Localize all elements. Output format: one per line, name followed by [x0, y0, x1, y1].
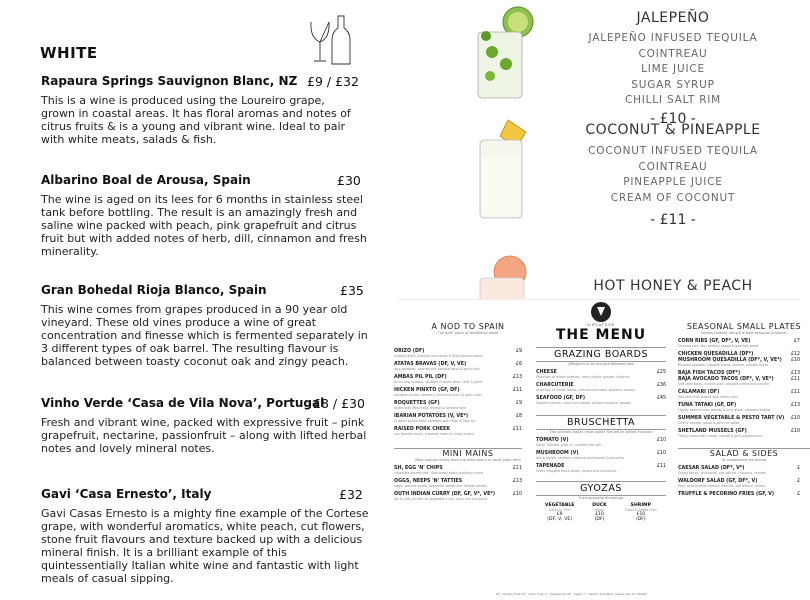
item-price: £ — [796, 492, 800, 497]
item-desc: ell on king prawns, sautéed in white wine, chilli & garlic — [394, 380, 483, 384]
item-name: SEAFOOD (GF, DF) — [536, 396, 586, 401]
wine-price: £32 — [339, 487, 363, 502]
item-name: SH, EGG 'N' CHIPS — [394, 466, 443, 471]
wine-item — [41, 487, 371, 585]
item-desc: arinated chicken skewers, red chimichurri & garlic aioli — [394, 393, 482, 397]
item-desc: Cherry tomato, pesto & pine nut salad — [678, 421, 740, 425]
wine-list — [0, 0, 395, 600]
item-desc: Thai/y cross-cider cream, shallot & pink peppercorns — [678, 434, 762, 438]
item-price: £10 — [790, 358, 800, 363]
menu-item — [678, 403, 810, 412]
menu-item — [394, 375, 522, 384]
item-name: IBARIAN POTATOES (V, VE*) — [394, 414, 469, 419]
item-desc: Garlic & Chilli — [548, 508, 571, 512]
menu-item — [678, 390, 810, 399]
menu-column-middle — [536, 302, 666, 522]
menu-item — [394, 466, 522, 475]
section-subheading: Designed to be enjoyed between two — [568, 362, 634, 366]
menu-item — [394, 349, 522, 358]
menu-item — [394, 479, 522, 488]
item-price: £13 — [512, 479, 522, 484]
wine-price: £30 — [337, 173, 361, 188]
item-name: CHARCUTERIE — [536, 383, 574, 388]
item-price: £36 — [656, 383, 666, 388]
wine-price: £9 / £32 — [307, 74, 359, 89]
section-subheading: The birth place of traditional tapas — [437, 331, 499, 335]
menu-item — [678, 416, 810, 425]
item-name: CHEESE — [536, 370, 557, 375]
item-price: £6 — [515, 362, 522, 367]
item-price: £13 — [512, 375, 522, 380]
item-price: £11 — [790, 377, 800, 382]
item-price: £11 — [790, 390, 800, 395]
item-desc: aggis, pomme purée, peppered swede and Talisker whisky — [394, 484, 488, 488]
item-price: £11 — [512, 427, 522, 432]
menu-item — [678, 371, 810, 376]
section-heading: GRAZING BOARDS — [536, 347, 666, 362]
item-price: £10 — [595, 512, 604, 517]
wine-name: Gavi ‘Casa Ernesto’, Italy — [41, 487, 212, 501]
menu-item — [536, 438, 666, 447]
wine-name: Rapaura Springs Sauvignon Blanc, NZ — [41, 74, 298, 88]
item-name: TUNA TATAKI (GF, DF) — [678, 403, 737, 408]
item-name: TRUFFLE & PECORINO FRIES (GF, V) — [678, 492, 775, 497]
menu-item — [394, 414, 522, 423]
cocktail-list — [440, 0, 800, 298]
item-desc: Roasted peppers, chipotle crema, cheese, smokey mayo — [678, 363, 769, 367]
item-name: TOMATO (V) — [536, 438, 569, 443]
item-price: £13 — [790, 371, 800, 376]
item-price: £10 — [656, 438, 666, 443]
item-desc: Hoisin — [594, 508, 605, 512]
item-price: £10 — [636, 512, 646, 517]
cocktail-name: JALEPEÑO — [636, 10, 710, 26]
item-desc: Citrus & Sweet Chilli — [624, 508, 658, 512]
ingredient: PINEAPPLE JUICE — [623, 176, 723, 188]
cocktail-price: - £10 - — [650, 110, 696, 127]
food-menu — [394, 299, 802, 600]
item-name: OUTH INDIAN CURRY (DF, GF, V*, VE*) — [394, 492, 496, 497]
wine-name: Vinho Verde ‘Casa de Vila Nova’, Portugal — [41, 396, 325, 410]
section-heading: SALAD & SIDES — [678, 448, 810, 458]
item-name: MUSHROOM (V) — [536, 451, 579, 456]
wine-glass-and-bottle-icon — [308, 14, 354, 68]
menu-item — [394, 362, 522, 371]
section-subheading: Most popular mains from the main menu in small plate form — [415, 458, 521, 462]
menu-column-right — [678, 322, 810, 497]
wine-name: Gran Bohedal Rioja Blanco, Spain — [41, 283, 267, 297]
ingredient: COCONUT INFUSED TEQUILA — [588, 145, 758, 157]
section-subheading: Fried Japanese dumplings — [578, 496, 624, 500]
menu-item — [536, 464, 666, 473]
item-price: £9 — [515, 401, 522, 406]
cocktail-name: COCONUT & PINEAPPLE — [585, 122, 761, 138]
wine-item — [41, 396, 371, 455]
ingredient: SUGAR SYRUP — [631, 78, 715, 91]
wine-item — [41, 283, 371, 368]
item-desc: Charred corn ribs, smokey maple & bourbon glaze — [678, 344, 759, 348]
item-price: £13 — [790, 403, 800, 408]
menu-item — [678, 492, 810, 497]
item-tag: (DF, V, VE) — [547, 517, 573, 522]
section-heading: GYOZAS — [536, 481, 666, 496]
item-desc: ih water boiled baby potatoes with mojo & Rojo aju — [394, 419, 476, 423]
item-price: £10 — [790, 429, 800, 434]
wine-item — [41, 173, 371, 258]
jalepeno-cocktail-icon — [460, 6, 540, 102]
menu-title: THE MENU — [555, 327, 647, 343]
ingredient: LIME JUICE — [641, 63, 705, 75]
item-desc: Smoked salmon, sushi tuna tataki, pickled mussels, wasabi — [536, 401, 631, 405]
menu-item — [536, 451, 666, 460]
menu-item — [678, 352, 810, 357]
item-price: £9 — [515, 349, 522, 354]
menu-item — [536, 396, 666, 405]
wine-description: This is a wine is produced using the Loureiro grape, grown in coastal areas. It has floral aromas and notes of citrus fruits & is a young and vibrant wine. Ideal to pair with white meats, salads & fish. — [41, 94, 351, 146]
item-name: HICKEN PINXTO (GF, DF) — [394, 388, 460, 393]
section-title: WHITE — [40, 44, 98, 62]
section-heading: MINI MAINS — [394, 448, 522, 458]
wine-description: Gavi Casas Ernesto is a mighty fine example of the Cortese grape, with wonderful aromatics, white peach, cut flowers, stone fruit flavours and texture backed up with a delicious mineral finish. It is a brilliant example of this quintessentially Italian white wine and fantastic with light meals of casual sipping. — [41, 507, 369, 585]
menu-item — [678, 479, 810, 488]
item-desc: Lightly seared tuna, wasabi & lime glaze, sesame coating — [678, 408, 770, 412]
item-name: AMBAS PIL PIL (DF) — [394, 375, 447, 380]
item-name: MUSHROOM QUESADILLA (DF*, V, VE*) — [678, 358, 782, 363]
item-price: £25 — [656, 370, 666, 375]
menu-item — [678, 466, 810, 475]
gyoza-list — [536, 503, 666, 522]
item-desc: ice & chilli chicken or vegetable curry, pilau rice and garlic — [394, 497, 488, 501]
item-price: £9 — [556, 512, 563, 517]
item-name: TAPENADE — [536, 464, 565, 469]
gyoza-item — [625, 503, 657, 522]
item-desc: smokey black pudding and honey & Rioja tomato sauce — [394, 354, 483, 358]
wine-item — [41, 74, 371, 146]
section-subheading: Dishes created using the best seasonal produce! — [701, 331, 787, 335]
item-price: £12 — [790, 352, 800, 357]
item-desc: Pear, blue muttier cheese, walnuts, cos lettuce, mixed — [678, 484, 765, 488]
section-heading: SEASONAL SMALL PLATES — [686, 322, 802, 331]
item-name: WALDORF SALAD (GF, DF*, V) — [678, 479, 758, 484]
section-heading: BRUSCHETTA — [536, 415, 666, 430]
item-name: ROQUETTES (GF) — [394, 401, 440, 406]
item-desc: chocolate glazed ham, Stornoway black pudding crumb, — [394, 471, 484, 475]
section-subheading: The ultimate Italian small plate! Served on grilled Focaccia — [549, 430, 653, 434]
item-price: £10 — [512, 492, 522, 497]
menu-item — [394, 427, 522, 436]
item-price: £10 — [656, 451, 666, 456]
wine-name: Albarino Boal de Arousa, Spain — [41, 173, 251, 187]
cocktail-name: HOT HONEY & PEACH — [593, 278, 753, 294]
item-desc: Garlic, tomato, olive oil, smoked sea salt — [536, 443, 601, 447]
menu-item — [536, 370, 666, 379]
wine-description: This wine comes from grapes produced in a 90 year old vineyard. These old vines produce a wine of great concentration and finesse which is fermented separately in 3 different types of oak barrel. The resulting flavour is balanced between toasty coconut oak and zingy peach. — [41, 303, 368, 368]
item-name: BAJA AVOCADO TACOS (DF*, V, VE*) — [678, 377, 774, 382]
item-desc: Garlic butter, sautéed chestnut mushrooms & pecorino — [536, 456, 624, 460]
item-price: £45 — [656, 396, 666, 401]
item-name: VEGETABLE — [544, 503, 575, 508]
item-desc: Finely chopped black olives, capers and anchovies — [536, 469, 617, 473]
item-desc: Crispy bacon, anchovies, cos lettuce, croutons, shaved — [678, 471, 766, 475]
item-name: ORIZO (DF) — [394, 349, 425, 354]
menu-column-left — [394, 322, 522, 501]
item-desc: ispy potatoes, paprika salt, tomato salsa & garlic aioli — [394, 367, 480, 371]
item-desc: Selection of mixed cheeses, celery sticks, grapes, chutney, — [536, 375, 631, 379]
menu-item — [394, 401, 522, 410]
brand-name: VIRGATOUR — [587, 323, 615, 327]
ingredient: JALEPEÑO INFUSED TEQUILA — [588, 32, 758, 44]
item-price: £ — [796, 479, 800, 484]
ingredient: CREAM OF COCONUT — [610, 191, 736, 204]
item-name: ATATAS BRAVAS (DF, V, VE) — [394, 362, 467, 367]
wine-price: £35 — [340, 283, 364, 298]
item-desc: Salt and chilli dusted with lemon aioli — [678, 395, 738, 399]
wine-description: Fresh and vibrant wine, packed with expressive fruit – pink grapefruit, nectarine, passionfruit – along with lifted herbal notes and lovely mineral notes. — [41, 416, 367, 455]
menu-item — [678, 429, 810, 438]
ingredient: COINTREAU — [638, 47, 708, 60]
item-price: £11 — [512, 466, 522, 471]
ingredient: COINTREAU — [638, 160, 708, 173]
item-price: £7 — [793, 339, 800, 344]
item-name: OGGS, NEEPS 'N' TATTIES — [394, 479, 463, 484]
item-name: CHICKEN QUESADILLA (DF*) — [678, 352, 754, 357]
coconut-pineapple-cocktail-icon — [460, 118, 540, 222]
item-name: CORN RIBS (GF, DF*, V, VE) — [678, 339, 751, 344]
gyoza-item — [545, 503, 575, 522]
ingredient: CHILLI SALT RIM — [624, 94, 722, 106]
wine-description: The wine is aged on its lees for 6 months in stainless steel tank before bottling. The result is an amazingly fresh and saline wine packed with peach, pink grapefruit and citrus fruit but with added notes of herb, dill, cinnamon and fresh minerality. — [41, 193, 367, 258]
item-price: £ — [796, 466, 800, 471]
item-name: SUMMER VEGETABLE & PESTO TART (V) — [678, 416, 785, 421]
item-name: RAISED PORK CHEEK — [394, 427, 451, 432]
section-subheading: To compliment the dishes — [721, 458, 767, 462]
item-name: CALAMARI (DF) — [678, 390, 720, 395]
menu-item — [394, 492, 522, 501]
menu-item — [536, 383, 666, 392]
item-name: DUCK — [592, 503, 607, 508]
item-price: £11 — [512, 388, 522, 393]
item-desc: ony tomato sauce, creamed mash & crispy onions — [394, 432, 474, 436]
item-tag: (DF) — [635, 517, 646, 522]
menu-item — [678, 377, 810, 386]
item-desc: ocked with Manchego cheese & Serrano ham — [394, 406, 467, 410]
menu-item — [678, 358, 810, 367]
item-name: SHETLAND MUSSELS (GF) — [678, 429, 747, 434]
item-name: SHRIMP — [630, 503, 651, 508]
cocktail-price: - £11 - — [650, 212, 696, 228]
item-price: £11 — [656, 464, 666, 469]
item-price: £10 — [790, 416, 800, 421]
wine-price: £8 / £30 — [313, 396, 365, 411]
item-price: £8 — [515, 414, 522, 419]
item-tag: (DF) — [594, 517, 605, 522]
section-heading: A NOD TO SPAIN — [431, 322, 505, 331]
brand-logo-icon — [591, 302, 611, 322]
item-name: CAESAR SALAD (DF*, V*) — [678, 466, 745, 471]
peach-cocktail-icon — [460, 252, 540, 302]
gyoza-item — [592, 503, 606, 522]
item-desc: Selection of mixed meats, cheeses and pate, balsamic onions, — [536, 388, 636, 392]
menu-item — [678, 339, 810, 348]
dietary-legend: GF - Gluten Free DF - Dairy Free V - Vegetarian VE - Vegan * - Option available, please ask for details — [496, 592, 647, 596]
menu-item — [394, 388, 522, 397]
item-desc: Soft shell tacos, curtido slaw, chipotle crema and pickled — [678, 382, 769, 386]
item-name: BAJA FISH TACOS (DF*) — [678, 371, 741, 376]
